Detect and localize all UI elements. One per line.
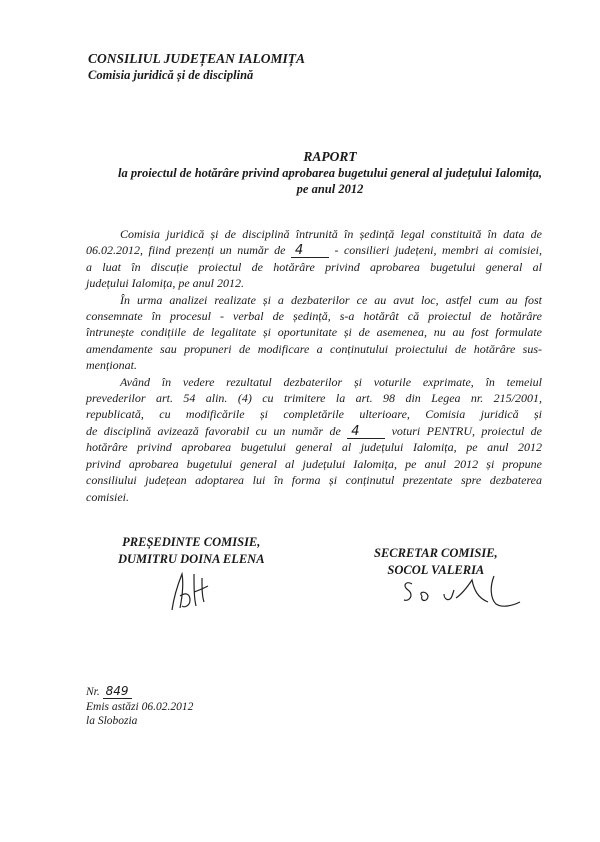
p1-line-1: Comisia juridică și de disciplină întrunită în ședință legal constituită în data de: [120, 227, 542, 241]
p3-line-6: privind aprobarea bugetului general al județului Ialomița, pe anul 2012 și propune: [86, 456, 542, 471]
p2-line-1: În urma analizei realizate și a dezbaterilor ce au avut loc, astfel cum au fost: [120, 292, 542, 307]
secretary-role: SECRETAR COMISIE,: [374, 546, 498, 560]
secretary-name: SOCOL VALERIA: [387, 562, 485, 577]
paragraph-1: [86, 226, 542, 292]
p2-line-4: amendamente sau propuneri de modificare a conținutului proiectului de hotărâre sus-: [86, 341, 542, 356]
p2-line-5: menționat.: [86, 358, 137, 373]
p2-line-3: întrunește condițiile de legalitate și oportunitate și de asemenea, nu au fost formulate: [86, 325, 542, 340]
organization-name: CONSILIUL JUDEȚEAN IALOMIȚA: [88, 51, 306, 66]
issued-place: la Slobozia: [86, 715, 138, 727]
p3-line-1: Având în vedere rezultatul dezbaterilor și voturile exprimate, în temeiul: [120, 374, 542, 389]
p3-line-4: [86, 423, 542, 439]
p1-line-4: județului Ialomița, pe anul 2012.: [86, 276, 244, 291]
president-name: DUMITRU DOINA ELENA: [118, 551, 265, 566]
president-role: PREȘEDINTE COMISIE,: [122, 535, 261, 549]
p1-line-2a: 06.02.2012, fiind prezenți un număr de: [86, 243, 286, 258]
report-title: [60, 148, 600, 197]
nr-label: Nr.: [86, 686, 100, 698]
commission-name: Comisia juridică și de disciplină: [88, 68, 254, 82]
title-line-2: pe anul 2012: [296, 182, 364, 196]
title-main: RAPORT: [303, 149, 357, 164]
paragraph-2: [86, 292, 542, 374]
p3-line-8: comisiei.: [86, 489, 129, 504]
p1-line-2: [86, 242, 542, 258]
report-body: [86, 226, 542, 505]
document-footer: [86, 684, 193, 729]
votes-count-handwritten: 4: [347, 425, 385, 439]
p3-line-4a: de disciplină avizează favorabil cu un număr de: [86, 423, 341, 438]
president-handwritten-signature-icon: [160, 566, 220, 616]
title-line-1: la proiectul de hotărâre privind aprobarea bugetului general al județului Ialomița,: [118, 166, 542, 180]
p3-line-5: hotărâre privind aprobarea bugetului general al județului Ialomița, pe anul 2012: [86, 440, 542, 455]
registration-number-line: [86, 684, 193, 700]
p1-line-3: a luat în discuție proiectul de hotărâre privind aprobarea bugetului general al: [86, 259, 542, 274]
p3-line-4b: voturi PENTRU, proiectul de: [391, 423, 543, 438]
member-count-handwritten: 4: [291, 244, 329, 258]
secretary-handwritten-signature-icon: [398, 572, 528, 612]
p3-line-2: prevederilor art. 54 alin. (4) cu trimitere la art. 98 din Legea nr. 215/2001,: [86, 391, 542, 406]
president-signature-block: [118, 534, 265, 567]
issued-date: Emis astăzi 06.02.2012: [86, 700, 194, 713]
p3-line-7: consiliului județean adoptarea lui în forma și conținutul prezentate spre dezbaterea: [86, 473, 542, 488]
p2-line-2: consemnate în procesul - verbal de ședință, s-a hotărât că proiectul de hotărâre: [86, 309, 542, 324]
registration-number-handwritten: 849: [103, 684, 132, 699]
paragraph-3: [86, 374, 542, 505]
p3-line-3: republicată, cu modificările și completările ulterioare, Comisia juridică și: [86, 407, 542, 422]
p1-line-2b: - consilieri județeni, membri ai comisiei,: [334, 243, 542, 258]
